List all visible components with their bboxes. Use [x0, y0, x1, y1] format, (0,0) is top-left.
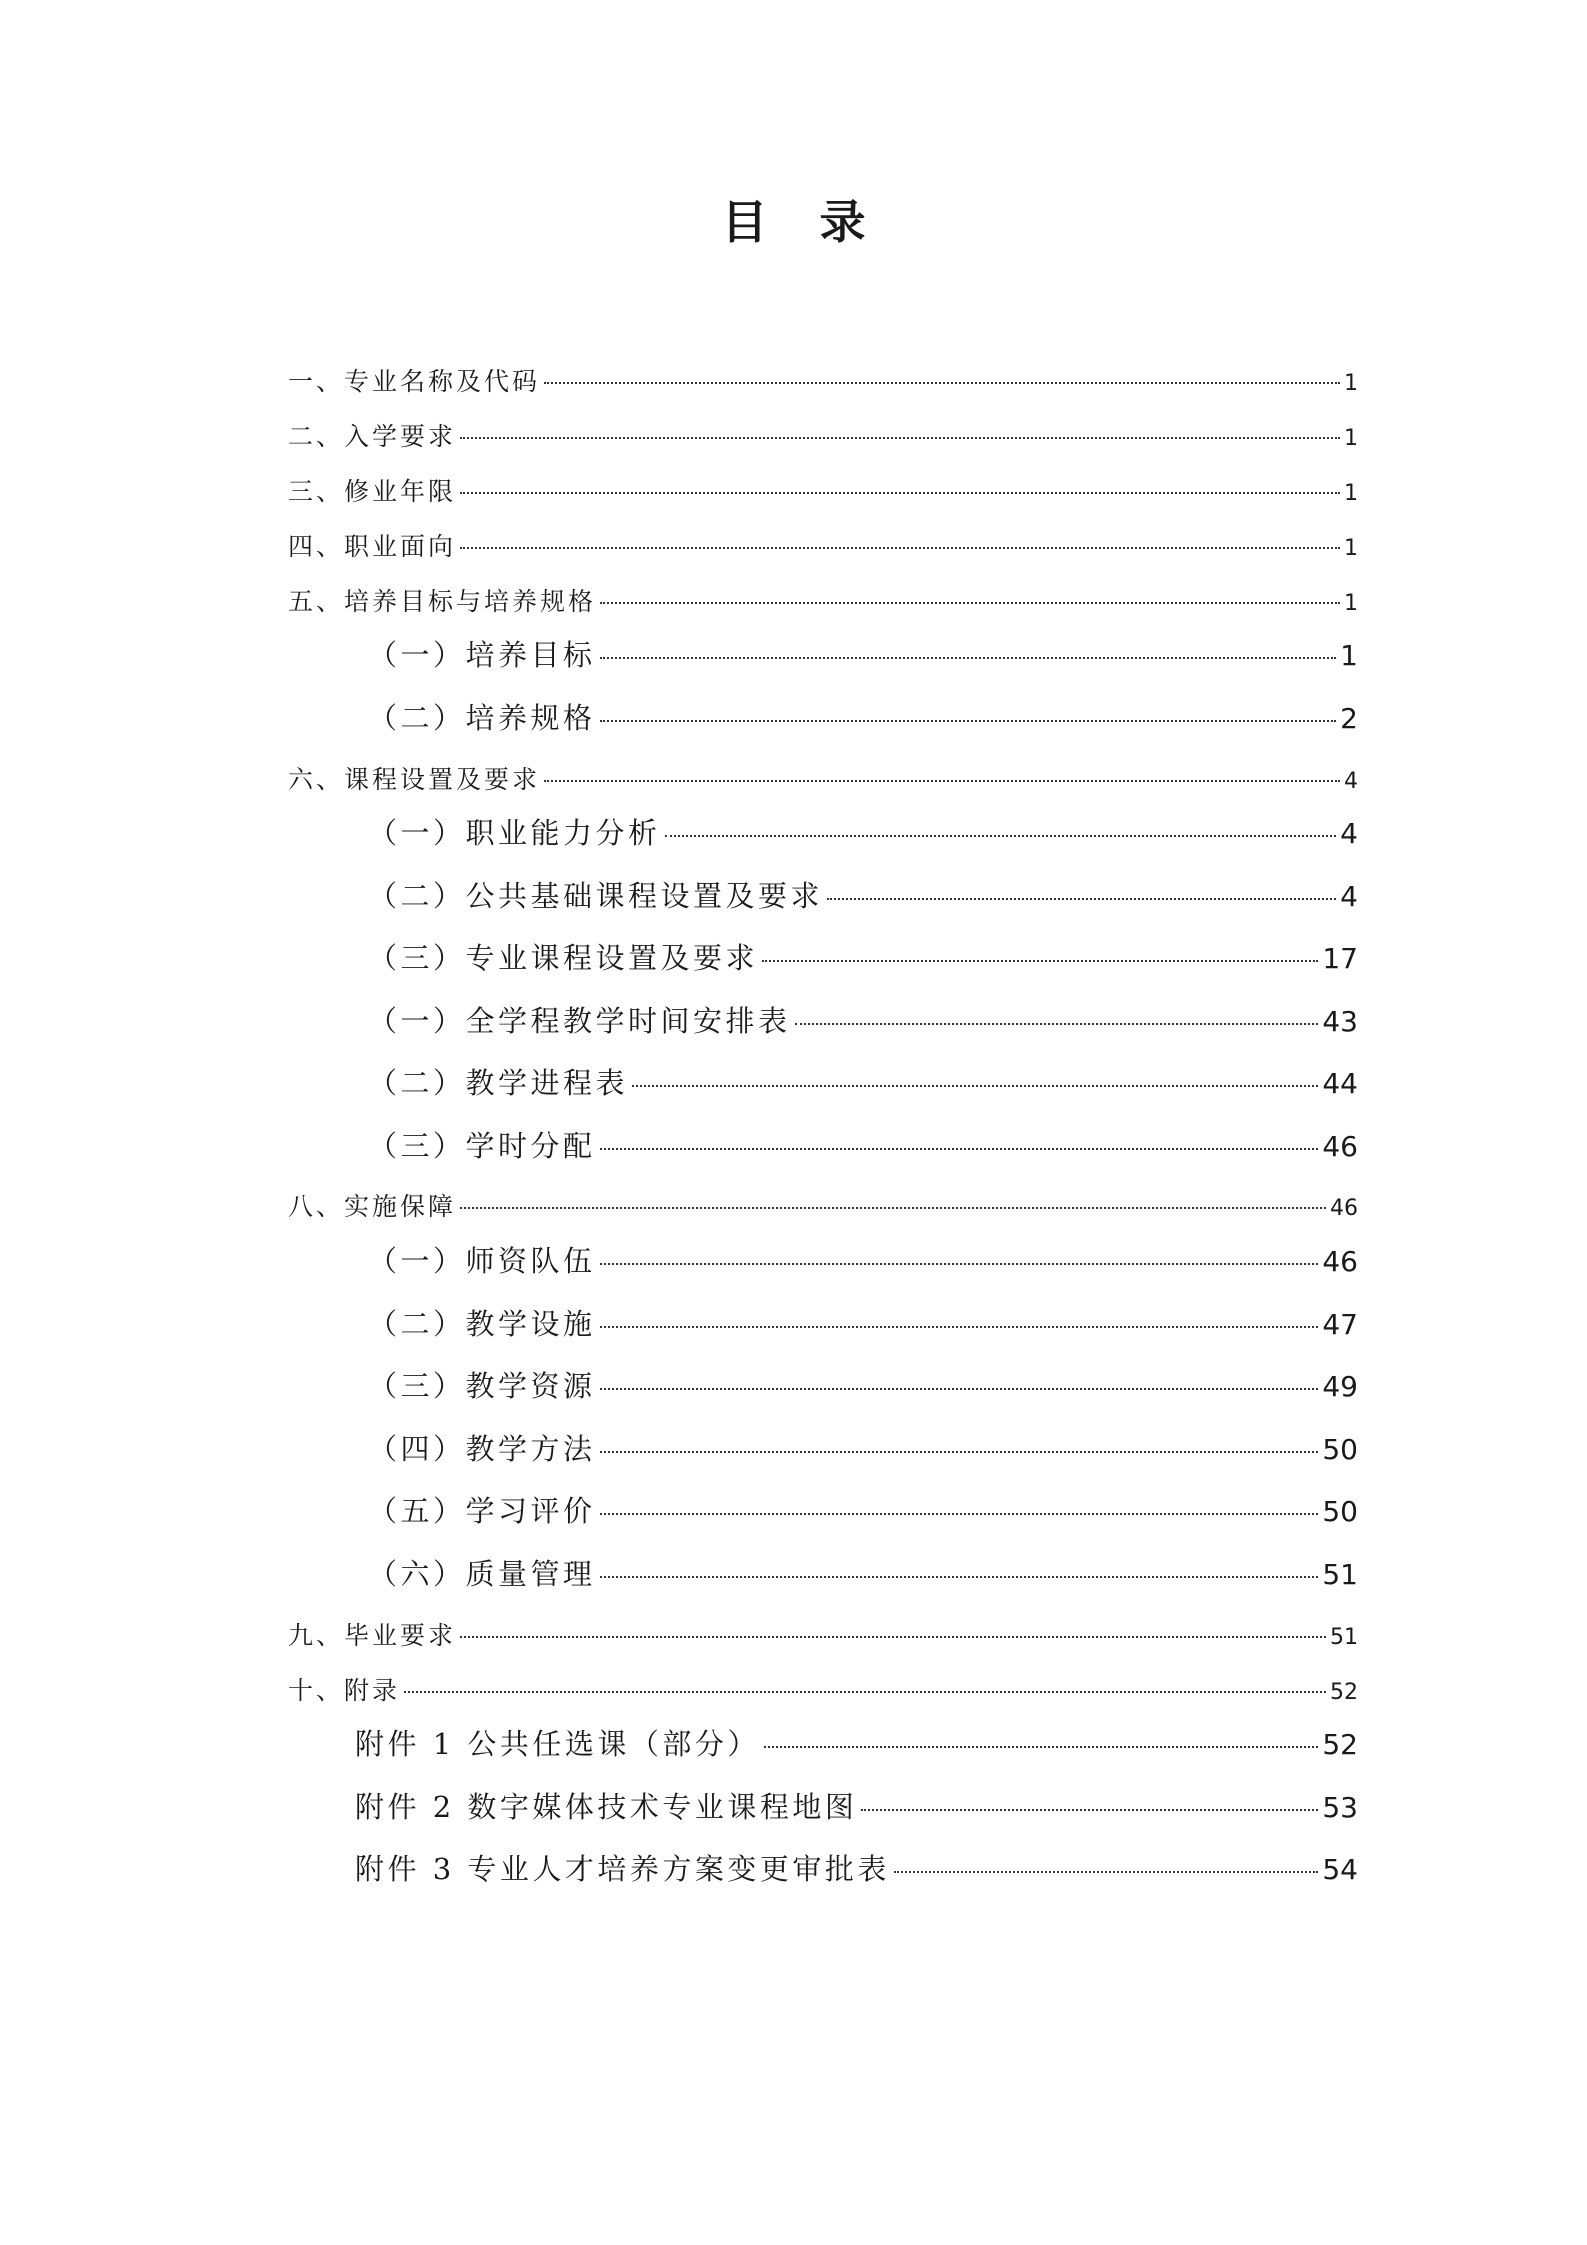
toc-entry-label: （二）培养规格 [368, 701, 596, 735]
toc-entry-page: 53 [1322, 1791, 1358, 1824]
toc-leader [544, 780, 1340, 782]
toc-leader [600, 1513, 1319, 1515]
toc-leader [600, 720, 1337, 722]
toc-entry-page: 2 [1340, 702, 1358, 735]
toc-leader [600, 602, 1340, 604]
toc-entry-page: 49 [1322, 1370, 1358, 1403]
toc-entry-label: 一、专业名称及代码 [288, 367, 541, 396]
toc-entry[interactable] [368, 1302, 1358, 1343]
toc-entry[interactable] [368, 633, 1358, 674]
toc-entry-label: （六）质量管理 [368, 1557, 596, 1591]
toc-entry-label: （三）教学资源 [368, 1369, 596, 1403]
toc-entry-page: 52 [1322, 1728, 1358, 1761]
toc-leader [460, 1207, 1326, 1209]
toc-entry-page: 43 [1322, 1005, 1358, 1038]
toc-leader [600, 1263, 1319, 1265]
toc-leader [600, 1326, 1319, 1328]
toc-entry[interactable] [368, 1489, 1358, 1530]
toc-entry-page: 1 [1344, 536, 1358, 561]
toc-entry-label: 八、实施保障 [288, 1192, 457, 1221]
toc-entry-page: 1 [1344, 371, 1358, 396]
toc-entry-label: （二）教学进程表 [368, 1066, 629, 1100]
toc-entry-page: 46 [1322, 1245, 1358, 1278]
toc-entry[interactable] [288, 1671, 1358, 1707]
page-title: 目 录 [721, 195, 884, 249]
toc-entry[interactable] [288, 582, 1358, 618]
toc-entry-page: 1 [1344, 481, 1358, 506]
toc-entry[interactable] [288, 527, 1358, 563]
toc-entry[interactable] [368, 811, 1358, 852]
toc-entry-page: 4 [1344, 769, 1358, 794]
toc-leader [632, 1085, 1318, 1087]
toc-entry[interactable] [355, 1722, 1358, 1763]
toc-entry[interactable] [288, 1616, 1358, 1652]
toc-entry-page: 47 [1322, 1308, 1358, 1341]
toc-entry-label: 九、毕业要求 [288, 1621, 457, 1650]
toc-entry-page: 51 [1322, 1558, 1358, 1591]
toc-entry-page: 1 [1340, 639, 1358, 672]
toc-entry[interactable] [368, 696, 1358, 737]
toc-leader [600, 1451, 1319, 1453]
toc-entry[interactable] [368, 1552, 1358, 1593]
toc-entry[interactable] [288, 1187, 1358, 1223]
toc-entry[interactable] [368, 1239, 1358, 1280]
toc-entry-label: （一）培养目标 [368, 638, 596, 672]
toc-entry[interactable] [288, 417, 1358, 453]
toc-entry[interactable] [368, 1124, 1358, 1165]
toc-leader [460, 437, 1340, 439]
toc-entry-page: 52 [1330, 1680, 1358, 1705]
toc-entry-label: （一）全学程教学时间安排表 [368, 1004, 791, 1038]
toc-entry[interactable] [368, 1427, 1358, 1468]
toc-entry-label: 二、入学要求 [288, 422, 457, 451]
toc-entry-page: 46 [1330, 1196, 1358, 1221]
toc-entry[interactable] [355, 1785, 1358, 1826]
toc-entry-page: 4 [1340, 817, 1358, 850]
toc-entry[interactable] [288, 760, 1358, 796]
toc-entry-label: 附件 3 专业人才培养方案变更审批表 [355, 1852, 890, 1886]
toc-entry-page: 54 [1322, 1853, 1358, 1886]
toc-entry-label: 附件 1 公共任选课（部分） [355, 1727, 760, 1761]
toc-entry-page: 17 [1322, 942, 1358, 975]
toc-leader [460, 492, 1340, 494]
toc-entry[interactable] [288, 472, 1358, 508]
toc-entry-label: 四、职业面向 [288, 532, 457, 561]
toc-entry-label: （一）师资队伍 [368, 1244, 596, 1278]
toc-entry-page: 1 [1344, 426, 1358, 451]
toc-leader [827, 898, 1336, 900]
toc-entry[interactable] [368, 1364, 1358, 1405]
toc-entry-label: 三、修业年限 [288, 477, 457, 506]
toc-leader [894, 1871, 1318, 1873]
toc-leader [600, 657, 1337, 659]
toc-leader [544, 382, 1340, 384]
toc-entry-label: （一）职业能力分析 [368, 816, 661, 850]
toc-leader [665, 835, 1337, 837]
toc-entry-label: 十、附录 [288, 1676, 401, 1705]
toc-leader [861, 1809, 1318, 1811]
toc-leader [762, 960, 1318, 962]
toc-entry[interactable] [288, 362, 1358, 398]
toc-entry-label: （二）教学设施 [368, 1307, 596, 1341]
toc-leader [764, 1746, 1318, 1748]
toc-entry-label: 六、课程设置及要求 [288, 765, 541, 794]
toc-entry-label: 附件 2 数字媒体技术专业课程地图 [355, 1790, 858, 1824]
toc-leader [460, 1636, 1326, 1638]
toc-entry-label: （三）专业课程设置及要求 [368, 941, 759, 975]
toc-entry-label: （四）教学方法 [368, 1432, 596, 1466]
toc-entry-page: 50 [1322, 1433, 1358, 1466]
toc-entry-page: 46 [1322, 1130, 1358, 1163]
toc-leader [404, 1691, 1326, 1693]
toc-entry[interactable] [355, 1847, 1358, 1888]
toc-leader [600, 1148, 1319, 1150]
toc-leader [460, 547, 1340, 549]
toc-entry[interactable] [368, 936, 1358, 977]
toc-entry-label: （五）学习评价 [368, 1494, 596, 1528]
toc-entry[interactable] [368, 874, 1358, 915]
toc-entry-label: （三）学时分配 [368, 1129, 596, 1163]
toc-entry-page: 1 [1344, 591, 1358, 616]
toc-leader [600, 1388, 1319, 1390]
toc-leader [600, 1576, 1319, 1578]
toc-leader [795, 1023, 1319, 1025]
toc-entry-label: 五、培养目标与培养规格 [288, 587, 597, 616]
toc-entry-page: 4 [1340, 880, 1358, 913]
toc-entry[interactable] [368, 1061, 1358, 1102]
toc-entry-page: 51 [1330, 1625, 1358, 1650]
toc-entry-page: 44 [1322, 1067, 1358, 1100]
toc-entry[interactable] [368, 999, 1358, 1040]
toc-entry-label: （二）公共基础课程设置及要求 [368, 879, 824, 913]
toc-entry-page: 50 [1322, 1495, 1358, 1528]
